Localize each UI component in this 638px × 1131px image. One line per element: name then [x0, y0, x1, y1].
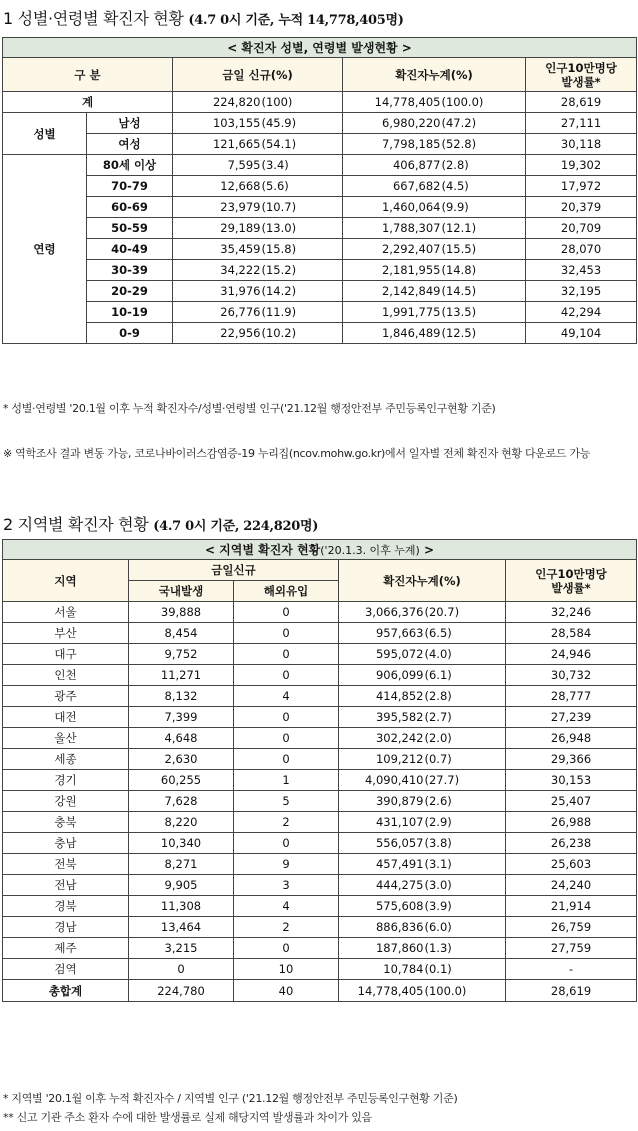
new-count: 31,976	[173, 281, 261, 302]
incidence-rate: 17,972	[526, 176, 637, 197]
cumulative-percent: (3.9)	[424, 896, 506, 917]
incidence-rate: 29,366	[506, 749, 637, 770]
new-count: 224,820	[173, 92, 261, 113]
row-label: 여성	[87, 134, 173, 155]
region-name: 경북	[3, 896, 129, 917]
header-today-new: 금일신규	[129, 560, 339, 581]
row-label: 40-49	[87, 239, 173, 260]
overseas-count: 9	[234, 854, 339, 875]
new-count: 29,189	[173, 218, 261, 239]
incidence-rate: 27,239	[506, 707, 637, 728]
cumulative-percent: (4.0)	[424, 644, 506, 665]
region-name: 충남	[3, 833, 129, 854]
cumulative-count: 10,784	[339, 959, 424, 980]
section2-note2: ** 신고 기관 주소 환자 수에 대한 발생률로 실제 해당지역 발생률과 차이가 있음	[3, 1111, 372, 1124]
domestic-count: 11,271	[129, 665, 234, 686]
cumulative-count: 1,788,307	[343, 218, 441, 239]
incidence-rate: 27,759	[506, 938, 637, 959]
region-name: 세종	[3, 749, 129, 770]
cumulative-percent: (6.1)	[424, 665, 506, 686]
cumulative-percent: (0.1)	[424, 959, 506, 980]
incidence-rate: 25,603	[506, 854, 637, 875]
incidence-rate: 26,988	[506, 812, 637, 833]
table-row	[3, 623, 637, 644]
row-label: 70-79	[87, 176, 173, 197]
table-row	[3, 323, 637, 344]
domestic-count: 13,464	[129, 917, 234, 938]
cumulative-count: 406,877	[343, 155, 441, 176]
incidence-rate: 24,240	[506, 875, 637, 896]
table1-caption-row	[3, 38, 637, 58]
overseas-count: 3	[234, 875, 339, 896]
overseas-count: 4	[234, 896, 339, 917]
cumulative-count: 556,057	[339, 833, 424, 854]
cumulative-count: 109,212	[339, 749, 424, 770]
gender-age-table	[2, 37, 637, 344]
incidence-rate: -	[506, 959, 637, 980]
new-count: 121,665	[173, 134, 261, 155]
overseas-count: 2	[234, 812, 339, 833]
section2-title	[3, 514, 318, 538]
cumulative-percent: (100.0)	[441, 92, 526, 113]
incidence-rate: 28,070	[526, 239, 637, 260]
header-today-new: 금일 신규(%)	[173, 58, 343, 92]
cumulative-count: 2,181,955	[343, 260, 441, 281]
table-row	[3, 959, 637, 980]
region-name: 충북	[3, 812, 129, 833]
incidence-rate: 27,111	[526, 113, 637, 134]
cumulative-count: 2,142,849	[343, 281, 441, 302]
region-table	[2, 539, 637, 1002]
cumulative-percent: (27.7)	[424, 770, 506, 791]
table-row	[3, 281, 637, 302]
table-row-total	[3, 92, 637, 113]
incidence-rate: 26,759	[506, 917, 637, 938]
region-name: 광주	[3, 686, 129, 707]
row-label: 30-39	[87, 260, 173, 281]
table-row	[3, 833, 637, 854]
new-count: 26,776	[173, 302, 261, 323]
table-row	[3, 896, 637, 917]
row-label: 80세 이상	[87, 155, 173, 176]
incidence-rate: 28,619	[506, 980, 637, 1002]
table-row	[3, 707, 637, 728]
cumulative-percent: (3.8)	[424, 833, 506, 854]
region-name: 검역	[3, 959, 129, 980]
new-percent: (100)	[261, 92, 343, 113]
table-row	[3, 728, 637, 749]
overseas-count: 0	[234, 938, 339, 959]
region-name: 인천	[3, 665, 129, 686]
row-label: 10-19	[87, 302, 173, 323]
domestic-count: 9,752	[129, 644, 234, 665]
table-row	[3, 644, 637, 665]
incidence-rate: 21,914	[506, 896, 637, 917]
new-count: 23,979	[173, 197, 261, 218]
overseas-count: 10	[234, 959, 339, 980]
domestic-count: 8,454	[129, 623, 234, 644]
table-row	[3, 812, 637, 833]
header-domestic: 국내발생	[129, 581, 234, 602]
cumulative-percent: (14.8)	[441, 260, 526, 281]
cumulative-percent: (1.3)	[424, 938, 506, 959]
overseas-count: 0	[234, 644, 339, 665]
cumulative-count: 6,980,220	[343, 113, 441, 134]
cumulative-count: 302,242	[339, 728, 424, 749]
new-percent: (10.2)	[261, 323, 343, 344]
row-label: 남성	[87, 113, 173, 134]
cumulative-percent: (2.0)	[424, 728, 506, 749]
domestic-count: 60,255	[129, 770, 234, 791]
cumulative-count: 575,608	[339, 896, 424, 917]
domestic-count: 3,215	[129, 938, 234, 959]
cumulative-percent: (2.7)	[424, 707, 506, 728]
cumulative-count: 4,090,410	[339, 770, 424, 791]
cumulative-count: 187,860	[339, 938, 424, 959]
cumulative-count: 431,107	[339, 812, 424, 833]
overseas-count: 0	[234, 707, 339, 728]
overseas-count: 0	[234, 602, 339, 623]
cumulative-percent: (2.8)	[424, 686, 506, 707]
cumulative-count: 390,879	[339, 791, 424, 812]
domestic-count: 11,308	[129, 896, 234, 917]
row-label: 50-59	[87, 218, 173, 239]
overseas-count: 5	[234, 791, 339, 812]
cumulative-percent: (100.0)	[424, 980, 506, 1002]
domestic-count: 39,888	[129, 602, 234, 623]
table2-caption-end: >	[424, 543, 435, 557]
table-row	[3, 770, 637, 791]
incidence-rate: 20,379	[526, 197, 637, 218]
cumulative-count: 667,682	[343, 176, 441, 197]
region-name: 전북	[3, 854, 129, 875]
header-rate-line2: 발생률*	[551, 580, 591, 595]
incidence-rate: 20,709	[526, 218, 637, 239]
incidence-rate: 26,948	[506, 728, 637, 749]
section1-note1: * 성별·연령별 '20.1월 이후 누적 확진자수/성별·연령별 인구('21.12월 행정안전부 주민등록인구현황 기준)	[3, 402, 496, 415]
header-rate	[526, 58, 637, 92]
cumulative-percent: (6.0)	[424, 917, 506, 938]
domestic-count: 8,220	[129, 812, 234, 833]
header-overseas: 해외유입	[234, 581, 339, 602]
cumulative-count: 444,275	[339, 875, 424, 896]
header-rate	[506, 560, 637, 602]
incidence-rate: 24,946	[506, 644, 637, 665]
incidence-rate: 28,584	[506, 623, 637, 644]
table2-caption-main: < 지역별 확진자 현황	[204, 543, 321, 557]
overseas-count: 0	[234, 749, 339, 770]
new-percent: (13.0)	[261, 218, 343, 239]
table1-caption: < 확진자 성별, 연령별 발생현황 >	[3, 38, 637, 58]
cumulative-count: 457,491	[339, 854, 424, 875]
table1-header-row	[3, 58, 637, 92]
cumulative-count: 595,072	[339, 644, 424, 665]
cumulative-count: 886,836	[339, 917, 424, 938]
group-label: 연령	[3, 155, 87, 344]
new-percent: (14.2)	[261, 281, 343, 302]
region-name: 경기	[3, 770, 129, 791]
cumulative-percent: (15.5)	[441, 239, 526, 260]
cumulative-percent: (3.0)	[424, 875, 506, 896]
region-name: 제주	[3, 938, 129, 959]
cumulative-count: 957,663	[339, 623, 424, 644]
table-row	[3, 134, 637, 155]
table-row	[3, 854, 637, 875]
table-row	[3, 917, 637, 938]
cumulative-percent: (52.8)	[441, 134, 526, 155]
new-count: 22,956	[173, 323, 261, 344]
section2-subtitle: (4.7 0시 기준, 224,820명)	[153, 519, 319, 534]
table-row	[3, 239, 637, 260]
region-name: 울산	[3, 728, 129, 749]
overseas-count: 4	[234, 686, 339, 707]
cumulative-count: 1,846,489	[343, 323, 441, 344]
new-percent: (15.8)	[261, 239, 343, 260]
table2-caption-row	[3, 540, 637, 560]
cumulative-percent: (13.5)	[441, 302, 526, 323]
table2-caption	[3, 540, 637, 560]
cumulative-count: 14,778,405	[339, 980, 424, 1002]
region-name: 강원	[3, 791, 129, 812]
incidence-rate: 30,732	[506, 665, 637, 686]
table-row	[3, 113, 637, 134]
region-name: 부산	[3, 623, 129, 644]
new-percent: (10.7)	[261, 197, 343, 218]
cumulative-percent: (0.7)	[424, 749, 506, 770]
table-row	[3, 602, 637, 623]
cumulative-percent: (3.1)	[424, 854, 506, 875]
cumulative-percent: (20.7)	[424, 602, 506, 623]
new-percent: (54.1)	[261, 134, 343, 155]
incidence-rate: 26,238	[506, 833, 637, 854]
section1-title-text: 1 성별·연령별 확진자 현황	[3, 9, 184, 28]
overseas-count: 2	[234, 917, 339, 938]
new-count: 12,668	[173, 176, 261, 197]
region-name: 서울	[3, 602, 129, 623]
table-row	[3, 197, 637, 218]
domestic-count: 2,630	[129, 749, 234, 770]
cumulative-count: 906,099	[339, 665, 424, 686]
row-label: 0-9	[87, 323, 173, 344]
cumulative-count: 414,852	[339, 686, 424, 707]
cumulative-percent: (9.9)	[441, 197, 526, 218]
table-row	[3, 260, 637, 281]
incidence-rate: 28,777	[506, 686, 637, 707]
incidence-rate: 32,453	[526, 260, 637, 281]
cumulative-count: 1,991,775	[343, 302, 441, 323]
incidence-rate: 32,246	[506, 602, 637, 623]
incidence-rate: 49,104	[526, 323, 637, 344]
cumulative-count: 14,778,405	[343, 92, 441, 113]
row-label: 60-69	[87, 197, 173, 218]
header-category: 구 분	[3, 58, 173, 92]
section1-note2: ※ 역학조사 결과 변동 가능, 코로나바이러스감염증-19 누리집(ncov.mohw.go.kr)에서 일자별 전체 확진자 현황 다운로드 가능	[3, 447, 591, 460]
cumulative-count: 2,292,407	[343, 239, 441, 260]
cumulative-percent: (2.9)	[424, 812, 506, 833]
cumulative-percent: (47.2)	[441, 113, 526, 134]
header-rate-line1: 인구10만명당	[535, 566, 607, 581]
section2-title-text: 2 지역별 확진자 현황	[3, 515, 149, 534]
header-rate-line1: 인구10만명당	[545, 60, 617, 75]
cumulative-percent: (4.5)	[441, 176, 526, 197]
new-count: 34,222	[173, 260, 261, 281]
domestic-count: 0	[129, 959, 234, 980]
header-cumulative: 확진자누계(%)	[343, 58, 526, 92]
new-percent: (3.4)	[261, 155, 343, 176]
region-name: 대구	[3, 644, 129, 665]
cumulative-percent: (6.5)	[424, 623, 506, 644]
overseas-count: 0	[234, 623, 339, 644]
table-row-total	[3, 980, 637, 1002]
table-row	[3, 302, 637, 323]
row-label: 20-29	[87, 281, 173, 302]
table2-header-row1	[3, 560, 637, 581]
new-percent: (11.9)	[261, 302, 343, 323]
cumulative-percent: (14.5)	[441, 281, 526, 302]
new-count: 35,459	[173, 239, 261, 260]
header-rate-line2: 발생률*	[561, 74, 601, 89]
incidence-rate: 42,294	[526, 302, 637, 323]
domestic-count: 7,628	[129, 791, 234, 812]
table-row	[3, 938, 637, 959]
cumulative-count: 7,798,185	[343, 134, 441, 155]
cumulative-percent: (2.6)	[424, 791, 506, 812]
new-percent: (5.6)	[261, 176, 343, 197]
domestic-count: 8,271	[129, 854, 234, 875]
table-row	[3, 749, 637, 770]
overseas-count: 0	[234, 833, 339, 854]
domestic-count: 4,648	[129, 728, 234, 749]
section2-note1: * 지역별 '20.1월 이후 누적 확진자수 / 지역별 인구 ('21.12월 행정안전부 주민등록인구현황 기준)	[3, 1092, 458, 1105]
table-row	[3, 155, 637, 176]
new-count: 103,155	[173, 113, 261, 134]
table-row	[3, 218, 637, 239]
overseas-count: 0	[234, 728, 339, 749]
overseas-count: 0	[234, 665, 339, 686]
cumulative-percent: (12.1)	[441, 218, 526, 239]
cumulative-count: 395,582	[339, 707, 424, 728]
section1-subtitle: (4.7 0시 기준, 누적 14,778,405명)	[188, 13, 404, 28]
region-name: 총합계	[3, 980, 129, 1002]
domestic-count: 10,340	[129, 833, 234, 854]
domestic-count: 8,132	[129, 686, 234, 707]
table-row	[3, 791, 637, 812]
incidence-rate: 30,153	[506, 770, 637, 791]
domestic-count: 224,780	[129, 980, 234, 1002]
new-count: 7,595	[173, 155, 261, 176]
region-name: 경남	[3, 917, 129, 938]
cumulative-percent: (2.8)	[441, 155, 526, 176]
table-row	[3, 875, 637, 896]
group-label: 성별	[3, 113, 87, 155]
incidence-rate: 30,118	[526, 134, 637, 155]
overseas-count: 1	[234, 770, 339, 791]
overseas-count: 40	[234, 980, 339, 1002]
incidence-rate: 19,302	[526, 155, 637, 176]
header-cumulative: 확진자누계(%)	[339, 560, 506, 602]
table2-caption-sub: ('20.1.3. 이후 누계)	[320, 544, 420, 557]
region-name: 대전	[3, 707, 129, 728]
row-label: 계	[3, 92, 173, 113]
table-row	[3, 176, 637, 197]
table-row	[3, 686, 637, 707]
domestic-count: 9,905	[129, 875, 234, 896]
cumulative-count: 1,460,064	[343, 197, 441, 218]
incidence-rate: 28,619	[526, 92, 637, 113]
section1-title	[3, 8, 404, 32]
incidence-rate: 25,407	[506, 791, 637, 812]
incidence-rate: 32,195	[526, 281, 637, 302]
domestic-count: 7,399	[129, 707, 234, 728]
region-name: 전남	[3, 875, 129, 896]
cumulative-count: 3,066,376	[339, 602, 424, 623]
table-row	[3, 665, 637, 686]
cumulative-percent: (12.5)	[441, 323, 526, 344]
header-region: 지역	[3, 560, 129, 602]
new-percent: (45.9)	[261, 113, 343, 134]
new-percent: (15.2)	[261, 260, 343, 281]
